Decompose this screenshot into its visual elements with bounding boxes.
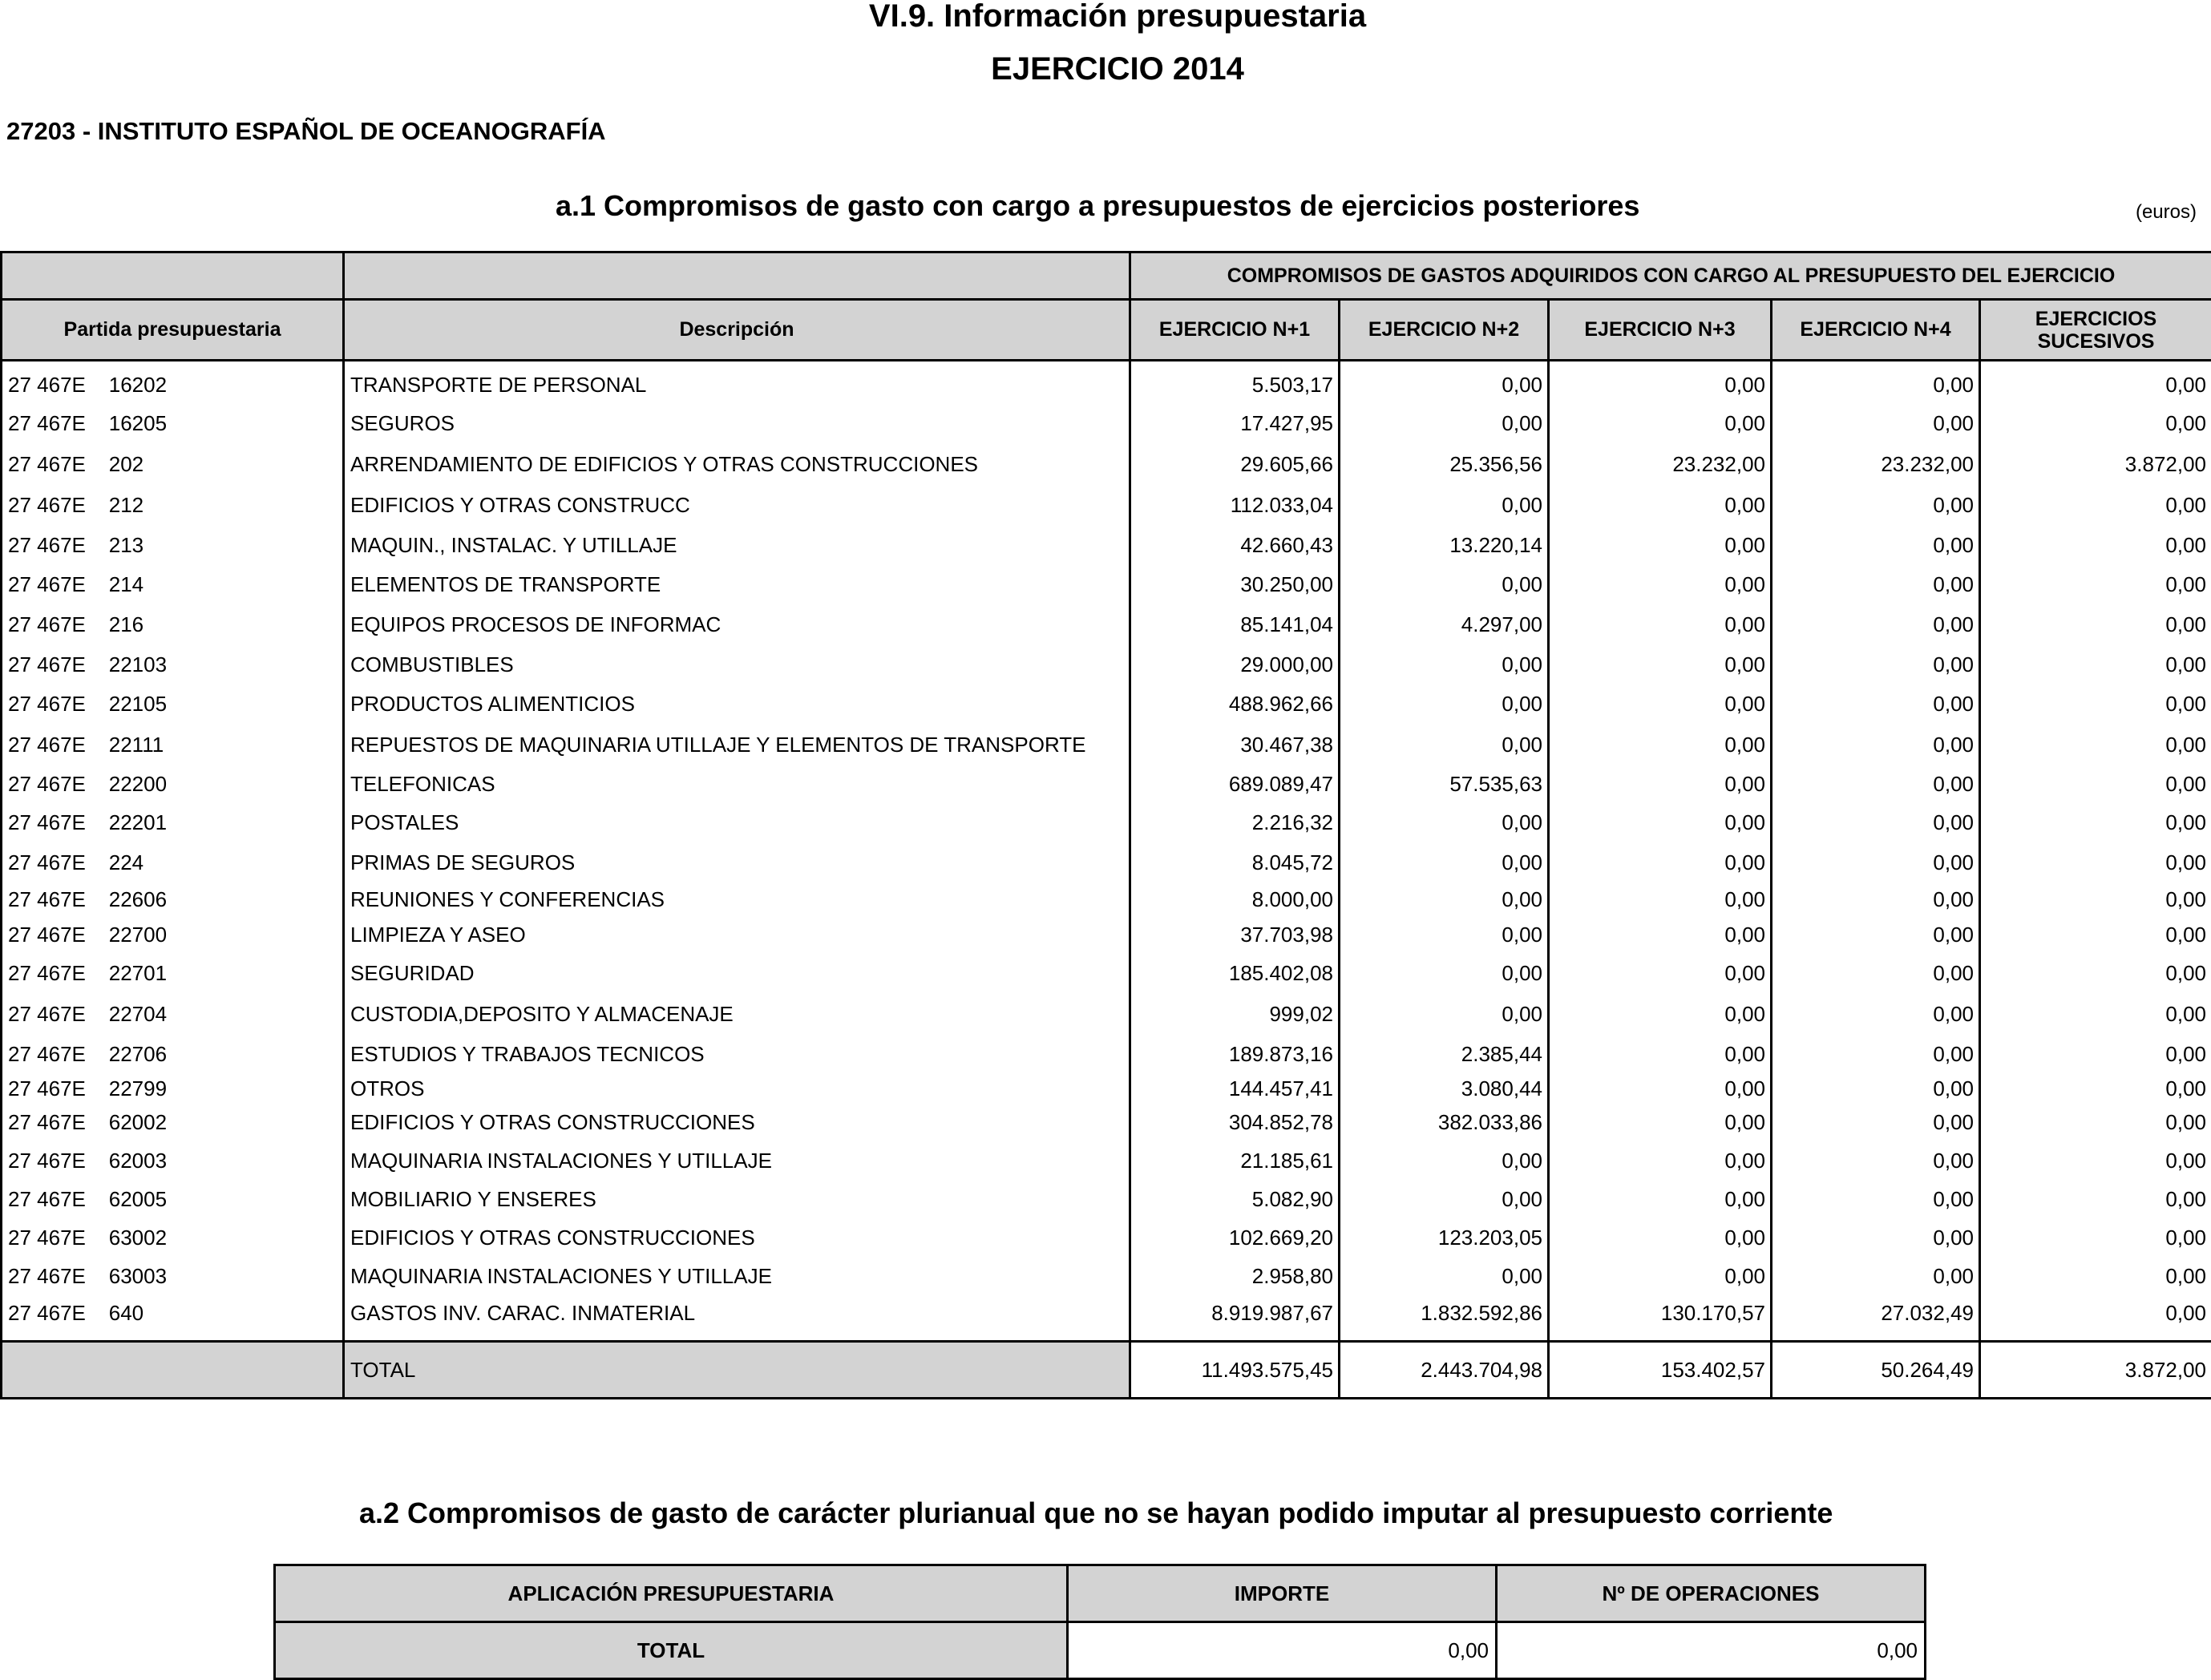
table-row — [2, 882, 2211, 918]
cell-n1: 29.605,66 — [1130, 444, 1340, 485]
cell-suc: 0,00 — [1980, 526, 2211, 565]
cell-suc: 0,00 — [1980, 918, 2211, 953]
column-header-partida: Partida presupuestaria — [2, 300, 344, 361]
cell-n2: 0,00 — [1340, 1141, 1549, 1181]
cell-n1: 488.962,66 — [1130, 685, 1340, 724]
cell-n4: 0,00 — [1772, 882, 1980, 918]
cell-suc: 0,00 — [1980, 485, 2211, 526]
cell-partida: 27 467E 202 — [2, 444, 344, 485]
cell-n1: 2.958,80 — [1130, 1258, 1340, 1296]
cell-n4: 0,00 — [1772, 1141, 1980, 1181]
cell-n2: 0,00 — [1340, 645, 1549, 685]
column-header-n1: EJERCICIO N+1 — [1130, 300, 1340, 361]
cell-n4: 0,00 — [1772, 604, 1980, 645]
cell-n4: 0,00 — [1772, 645, 1980, 685]
cell-suc: 0,00 — [1980, 645, 2211, 685]
cell-n1: 102.669,20 — [1130, 1219, 1340, 1258]
total-n2: 2.443.704,98 — [1340, 1342, 1549, 1399]
cell-suc: 0,00 — [1980, 403, 2211, 444]
column-header-operaciones: Nº DE OPERACIONES — [1497, 1565, 1926, 1622]
cell-partida: 27 467E 63003 — [2, 1258, 344, 1296]
cell-n2: 0,00 — [1340, 918, 1549, 953]
cell-partida: 27 467E 62002 — [2, 1105, 344, 1141]
total-sucesivos: 3.872,00 — [1980, 1342, 2211, 1399]
cell-n1: 2.216,32 — [1130, 802, 1340, 843]
cell-partida: 27 467E 22704 — [2, 994, 344, 1035]
cell-partida: 27 467E 214 — [2, 565, 344, 604]
table-row — [2, 843, 2211, 882]
cell-suc: 0,00 — [1980, 604, 2211, 645]
cell-descripcion: ARRENDAMIENTO DE EDIFICIOS Y OTRAS CONSTRUCCIONES — [344, 444, 1130, 485]
cell-partida: 27 467E 22200 — [2, 766, 344, 802]
cell-n3: 0,00 — [1549, 843, 1772, 882]
units-label: (euros) — [2136, 201, 2197, 224]
cell-n1: 8.045,72 — [1130, 843, 1340, 882]
cell-suc: 0,00 — [1980, 802, 2211, 843]
cell-partida: 27 467E 22701 — [2, 953, 344, 994]
spacer-cell — [1772, 1331, 1980, 1342]
cell-n2: 0,00 — [1340, 685, 1549, 724]
cell-n4: 0,00 — [1772, 361, 1980, 403]
cell-n4: 0,00 — [1772, 526, 1980, 565]
table-row — [2, 1141, 2211, 1181]
cell-n2: 3.080,44 — [1340, 1074, 1549, 1105]
table-row — [2, 1258, 2211, 1296]
table-row — [2, 444, 2211, 485]
cell-n3: 130.170,57 — [1549, 1296, 1772, 1331]
cell-n1: 112.033,04 — [1130, 485, 1340, 526]
cell-n1: 29.000,00 — [1130, 645, 1340, 685]
cell-descripcion: POSTALES — [344, 802, 1130, 843]
cell-n1: 42.660,43 — [1130, 526, 1340, 565]
cell-n4: 0,00 — [1772, 724, 1980, 766]
cell-partida: 27 467E 22606 — [2, 882, 344, 918]
organization-label: 27203 - INSTITUTO ESPAÑOL DE OCEANOGRAFÍA — [6, 117, 606, 146]
a2-total-importe: 0,00 — [1068, 1622, 1497, 1679]
spacer-cell — [1340, 1331, 1549, 1342]
cell-n2: 0,00 — [1340, 361, 1549, 403]
cell-n3: 0,00 — [1549, 766, 1772, 802]
cell-n4: 23.232,00 — [1772, 444, 1980, 485]
cell-suc: 0,00 — [1980, 766, 2211, 802]
cell-n3: 0,00 — [1549, 882, 1772, 918]
cell-descripcion: ESTUDIOS Y TRABAJOS TECNICOS — [344, 1035, 1130, 1074]
cell-suc: 0,00 — [1980, 1105, 2211, 1141]
cell-descripcion: REUNIONES Y CONFERENCIAS — [344, 882, 1130, 918]
cell-n2: 25.356,56 — [1340, 444, 1549, 485]
header-blank-cell — [344, 252, 1130, 300]
cell-n2: 2.385,44 — [1340, 1035, 1549, 1074]
table-row — [2, 994, 2211, 1035]
cell-descripcion: EDIFICIOS Y OTRAS CONSTRUCCIONES — [344, 1219, 1130, 1258]
cell-n2: 382.033,86 — [1340, 1105, 1549, 1141]
cell-n3: 0,00 — [1549, 1074, 1772, 1105]
cell-descripcion: GASTOS INV. CARAC. INMATERIAL — [344, 1296, 1130, 1331]
cell-n3: 0,00 — [1549, 994, 1772, 1035]
cell-partida: 27 467E 224 — [2, 843, 344, 882]
cell-n3: 0,00 — [1549, 1141, 1772, 1181]
cell-partida: 27 467E 16202 — [2, 361, 344, 403]
total-label: TOTAL — [344, 1342, 1130, 1399]
cell-n2: 4.297,00 — [1340, 604, 1549, 645]
cell-n1: 8.000,00 — [1130, 882, 1340, 918]
cell-partida: 27 467E 216 — [2, 604, 344, 645]
cell-n3: 0,00 — [1549, 645, 1772, 685]
table-row — [2, 802, 2211, 843]
table-row — [2, 361, 2211, 403]
commitments-table — [0, 251, 2211, 1399]
cell-n4: 0,00 — [1772, 485, 1980, 526]
cell-n4: 0,00 — [1772, 1219, 1980, 1258]
cell-partida: 27 467E 22700 — [2, 918, 344, 953]
cell-suc: 0,00 — [1980, 994, 2211, 1035]
cell-n3: 0,00 — [1549, 802, 1772, 843]
cell-n1: 8.919.987,67 — [1130, 1296, 1340, 1331]
cell-descripcion: MAQUINARIA INSTALACIONES Y UTILLAJE — [344, 1141, 1130, 1181]
column-header-n4: EJERCICIO N+4 — [1772, 300, 1980, 361]
cell-suc: 0,00 — [1980, 1296, 2211, 1331]
cell-partida: 27 467E 22201 — [2, 802, 344, 843]
cell-n2: 0,00 — [1340, 485, 1549, 526]
cell-n3: 0,00 — [1549, 361, 1772, 403]
cell-n3: 0,00 — [1549, 565, 1772, 604]
table-row — [2, 1296, 2211, 1331]
cell-n2: 0,00 — [1340, 565, 1549, 604]
cell-partida: 27 467E 22111 — [2, 724, 344, 766]
cell-n1: 30.467,38 — [1130, 724, 1340, 766]
cell-n4: 0,00 — [1772, 1258, 1980, 1296]
table-row — [2, 1074, 2211, 1105]
table-row-spacer — [2, 1331, 2211, 1342]
cell-n1: 689.089,47 — [1130, 766, 1340, 802]
cell-n2: 1.832.592,86 — [1340, 1296, 1549, 1331]
section-a2-title: a.2 Compromisos de gasto de carácter plurianual que no se hayan podido imputar al presupuesto corriente — [359, 1496, 1833, 1530]
cell-n4: 0,00 — [1772, 685, 1980, 724]
cell-suc: 0,00 — [1980, 1258, 2211, 1296]
cell-descripcion: EDIFICIOS Y OTRAS CONSTRUCCIONES — [344, 1105, 1130, 1141]
cell-n4: 0,00 — [1772, 953, 1980, 994]
spacer-cell — [1980, 1331, 2211, 1342]
cell-n2: 0,00 — [1340, 802, 1549, 843]
cell-n1: 185.402,08 — [1130, 953, 1340, 994]
table-row — [2, 1181, 2211, 1219]
cell-descripcion: MOBILIARIO Y ENSERES — [344, 1181, 1130, 1219]
cell-suc: 3.872,00 — [1980, 444, 2211, 485]
column-header-sucesivos: EJERCICIOS SUCESIVOS — [1980, 300, 2211, 361]
page-subtitle: EJERCICIO 2014 — [0, 51, 2211, 87]
cell-n4: 0,00 — [1772, 994, 1980, 1035]
cell-partida: 27 467E 213 — [2, 526, 344, 565]
cell-n4: 0,00 — [1772, 1181, 1980, 1219]
cell-partida: 27 467E 63002 — [2, 1219, 344, 1258]
cell-n4: 0,00 — [1772, 1035, 1980, 1074]
cell-n2: 0,00 — [1340, 994, 1549, 1035]
cell-n4: 0,00 — [1772, 565, 1980, 604]
cell-suc: 0,00 — [1980, 685, 2211, 724]
cell-suc: 0,00 — [1980, 953, 2211, 994]
group-header: COMPROMISOS DE GASTOS ADQUIRIDOS CON CARGO AL PRESUPUESTO DEL EJERCICIO — [1130, 252, 2211, 300]
cell-n2: 57.535,63 — [1340, 766, 1549, 802]
cell-n1: 30.250,00 — [1130, 565, 1340, 604]
cell-n2: 0,00 — [1340, 843, 1549, 882]
page-title: VI.9. Información presupuestaria — [0, 0, 2211, 34]
table-row — [2, 766, 2211, 802]
table-row — [2, 604, 2211, 645]
cell-n3: 23.232,00 — [1549, 444, 1772, 485]
cell-suc: 0,00 — [1980, 1141, 2211, 1181]
cell-n3: 0,00 — [1549, 685, 1772, 724]
cell-n3: 0,00 — [1549, 604, 1772, 645]
cell-descripcion: TELEFONICAS — [344, 766, 1130, 802]
cell-suc: 0,00 — [1980, 565, 2211, 604]
cell-descripcion: EDIFICIOS Y OTRAS CONSTRUCC — [344, 485, 1130, 526]
cell-partida: 27 467E 22103 — [2, 645, 344, 685]
cell-descripcion: PRIMAS DE SEGUROS — [344, 843, 1130, 882]
cell-n1: 85.141,04 — [1130, 604, 1340, 645]
cell-descripcion: COMBUSTIBLES — [344, 645, 1130, 685]
cell-n1: 999,02 — [1130, 994, 1340, 1035]
cell-n1: 5.082,90 — [1130, 1181, 1340, 1219]
cell-n1: 144.457,41 — [1130, 1074, 1340, 1105]
spacer-cell — [344, 1331, 1130, 1342]
cell-descripcion: REPUESTOS DE MAQUINARIA UTILLAJE Y ELEMENTOS DE TRANSPORTE — [344, 724, 1130, 766]
table-row — [2, 526, 2211, 565]
total-blank-cell — [2, 1342, 344, 1399]
total-n1: 11.493.575,45 — [1130, 1342, 1340, 1399]
cell-n1: 17.427,95 — [1130, 403, 1340, 444]
cell-n4: 0,00 — [1772, 802, 1980, 843]
cell-n2: 0,00 — [1340, 1181, 1549, 1219]
column-header-aplicacion: APLICACIÓN PRESUPUESTARIA — [275, 1565, 1068, 1622]
cell-suc: 0,00 — [1980, 1219, 2211, 1258]
cell-suc: 0,00 — [1980, 843, 2211, 882]
column-header-n3: EJERCICIO N+3 — [1549, 300, 1772, 361]
cell-n3: 0,00 — [1549, 1105, 1772, 1141]
cell-n3: 0,00 — [1549, 1219, 1772, 1258]
a2-total-label: TOTAL — [275, 1622, 1068, 1679]
cell-n1: 5.503,17 — [1130, 361, 1340, 403]
cell-partida: 27 467E 22105 — [2, 685, 344, 724]
cell-n4: 0,00 — [1772, 403, 1980, 444]
cell-n4: 0,00 — [1772, 1074, 1980, 1105]
cell-n2: 123.203,05 — [1340, 1219, 1549, 1258]
cell-n4: 0,00 — [1772, 1105, 1980, 1141]
total-n4: 50.264,49 — [1772, 1342, 1980, 1399]
spacer-cell — [1549, 1331, 1772, 1342]
cell-n4: 27.032,49 — [1772, 1296, 1980, 1331]
cell-n4: 0,00 — [1772, 766, 1980, 802]
table-row — [2, 565, 2211, 604]
table-row — [2, 485, 2211, 526]
table-row — [2, 724, 2211, 766]
a2-total-operaciones: 0,00 — [1497, 1622, 1926, 1679]
cell-suc: 0,00 — [1980, 1074, 2211, 1105]
table-row — [2, 918, 2211, 953]
table-row — [2, 1105, 2211, 1141]
cell-n4: 0,00 — [1772, 843, 1980, 882]
cell-n2: 13.220,14 — [1340, 526, 1549, 565]
cell-suc: 0,00 — [1980, 1035, 2211, 1074]
cell-descripcion: SEGUROS — [344, 403, 1130, 444]
cell-n2: 0,00 — [1340, 953, 1549, 994]
spacer-cell — [2, 1331, 344, 1342]
table-row — [2, 953, 2211, 994]
column-header-importe: IMPORTE — [1068, 1565, 1497, 1622]
cell-descripcion: ELEMENTOS DE TRANSPORTE — [344, 565, 1130, 604]
plurianual-table — [273, 1564, 1926, 1680]
table-row — [2, 403, 2211, 444]
cell-n1: 21.185,61 — [1130, 1141, 1340, 1181]
cell-n1: 304.852,78 — [1130, 1105, 1340, 1141]
cell-suc: 0,00 — [1980, 882, 2211, 918]
cell-n4: 0,00 — [1772, 918, 1980, 953]
cell-suc: 0,00 — [1980, 361, 2211, 403]
table-row — [2, 685, 2211, 724]
cell-n3: 0,00 — [1549, 1181, 1772, 1219]
section-a1-title: a.1 Compromisos de gasto con cargo a presupuestos de ejercicios posteriores — [556, 189, 1639, 223]
cell-n1: 189.873,16 — [1130, 1035, 1340, 1074]
cell-descripcion: EQUIPOS PROCESOS DE INFORMAC — [344, 604, 1130, 645]
cell-n3: 0,00 — [1549, 526, 1772, 565]
cell-n2: 0,00 — [1340, 882, 1549, 918]
cell-descripcion: SEGURIDAD — [344, 953, 1130, 994]
cell-partida: 27 467E 22706 — [2, 1035, 344, 1074]
header-blank-cell — [2, 252, 344, 300]
table-row — [2, 1219, 2211, 1258]
column-header-descripcion: Descripción — [344, 300, 1130, 361]
column-header-n2: EJERCICIO N+2 — [1340, 300, 1549, 361]
cell-partida: 27 467E 62003 — [2, 1141, 344, 1181]
cell-partida: 27 467E 16205 — [2, 403, 344, 444]
cell-n2: 0,00 — [1340, 403, 1549, 444]
cell-n1: 37.703,98 — [1130, 918, 1340, 953]
cell-suc: 0,00 — [1980, 1181, 2211, 1219]
cell-n3: 0,00 — [1549, 1035, 1772, 1074]
cell-n2: 0,00 — [1340, 724, 1549, 766]
cell-descripcion: CUSTODIA,DEPOSITO Y ALMACENAJE — [344, 994, 1130, 1035]
table-row — [2, 645, 2211, 685]
cell-descripcion: MAQUIN., INSTALAC. Y UTILLAJE — [344, 526, 1130, 565]
cell-n3: 0,00 — [1549, 1258, 1772, 1296]
cell-descripcion: OTROS — [344, 1074, 1130, 1105]
spacer-cell — [1130, 1331, 1340, 1342]
cell-descripcion: MAQUINARIA INSTALACIONES Y UTILLAJE — [344, 1258, 1130, 1296]
cell-partida: 27 467E 212 — [2, 485, 344, 526]
cell-descripcion: PRODUCTOS ALIMENTICIOS — [344, 685, 1130, 724]
cell-n3: 0,00 — [1549, 918, 1772, 953]
cell-n3: 0,00 — [1549, 485, 1772, 526]
cell-suc: 0,00 — [1980, 724, 2211, 766]
total-n3: 153.402,57 — [1549, 1342, 1772, 1399]
cell-n3: 0,00 — [1549, 953, 1772, 994]
cell-n3: 0,00 — [1549, 724, 1772, 766]
cell-partida: 27 467E 22799 — [2, 1074, 344, 1105]
table-row — [2, 1035, 2211, 1074]
cell-n2: 0,00 — [1340, 1258, 1549, 1296]
cell-descripcion: LIMPIEZA Y ASEO — [344, 918, 1130, 953]
cell-n3: 0,00 — [1549, 403, 1772, 444]
cell-descripcion: TRANSPORTE DE PERSONAL — [344, 361, 1130, 403]
cell-partida: 27 467E 640 — [2, 1296, 344, 1331]
cell-partida: 27 467E 62005 — [2, 1181, 344, 1219]
